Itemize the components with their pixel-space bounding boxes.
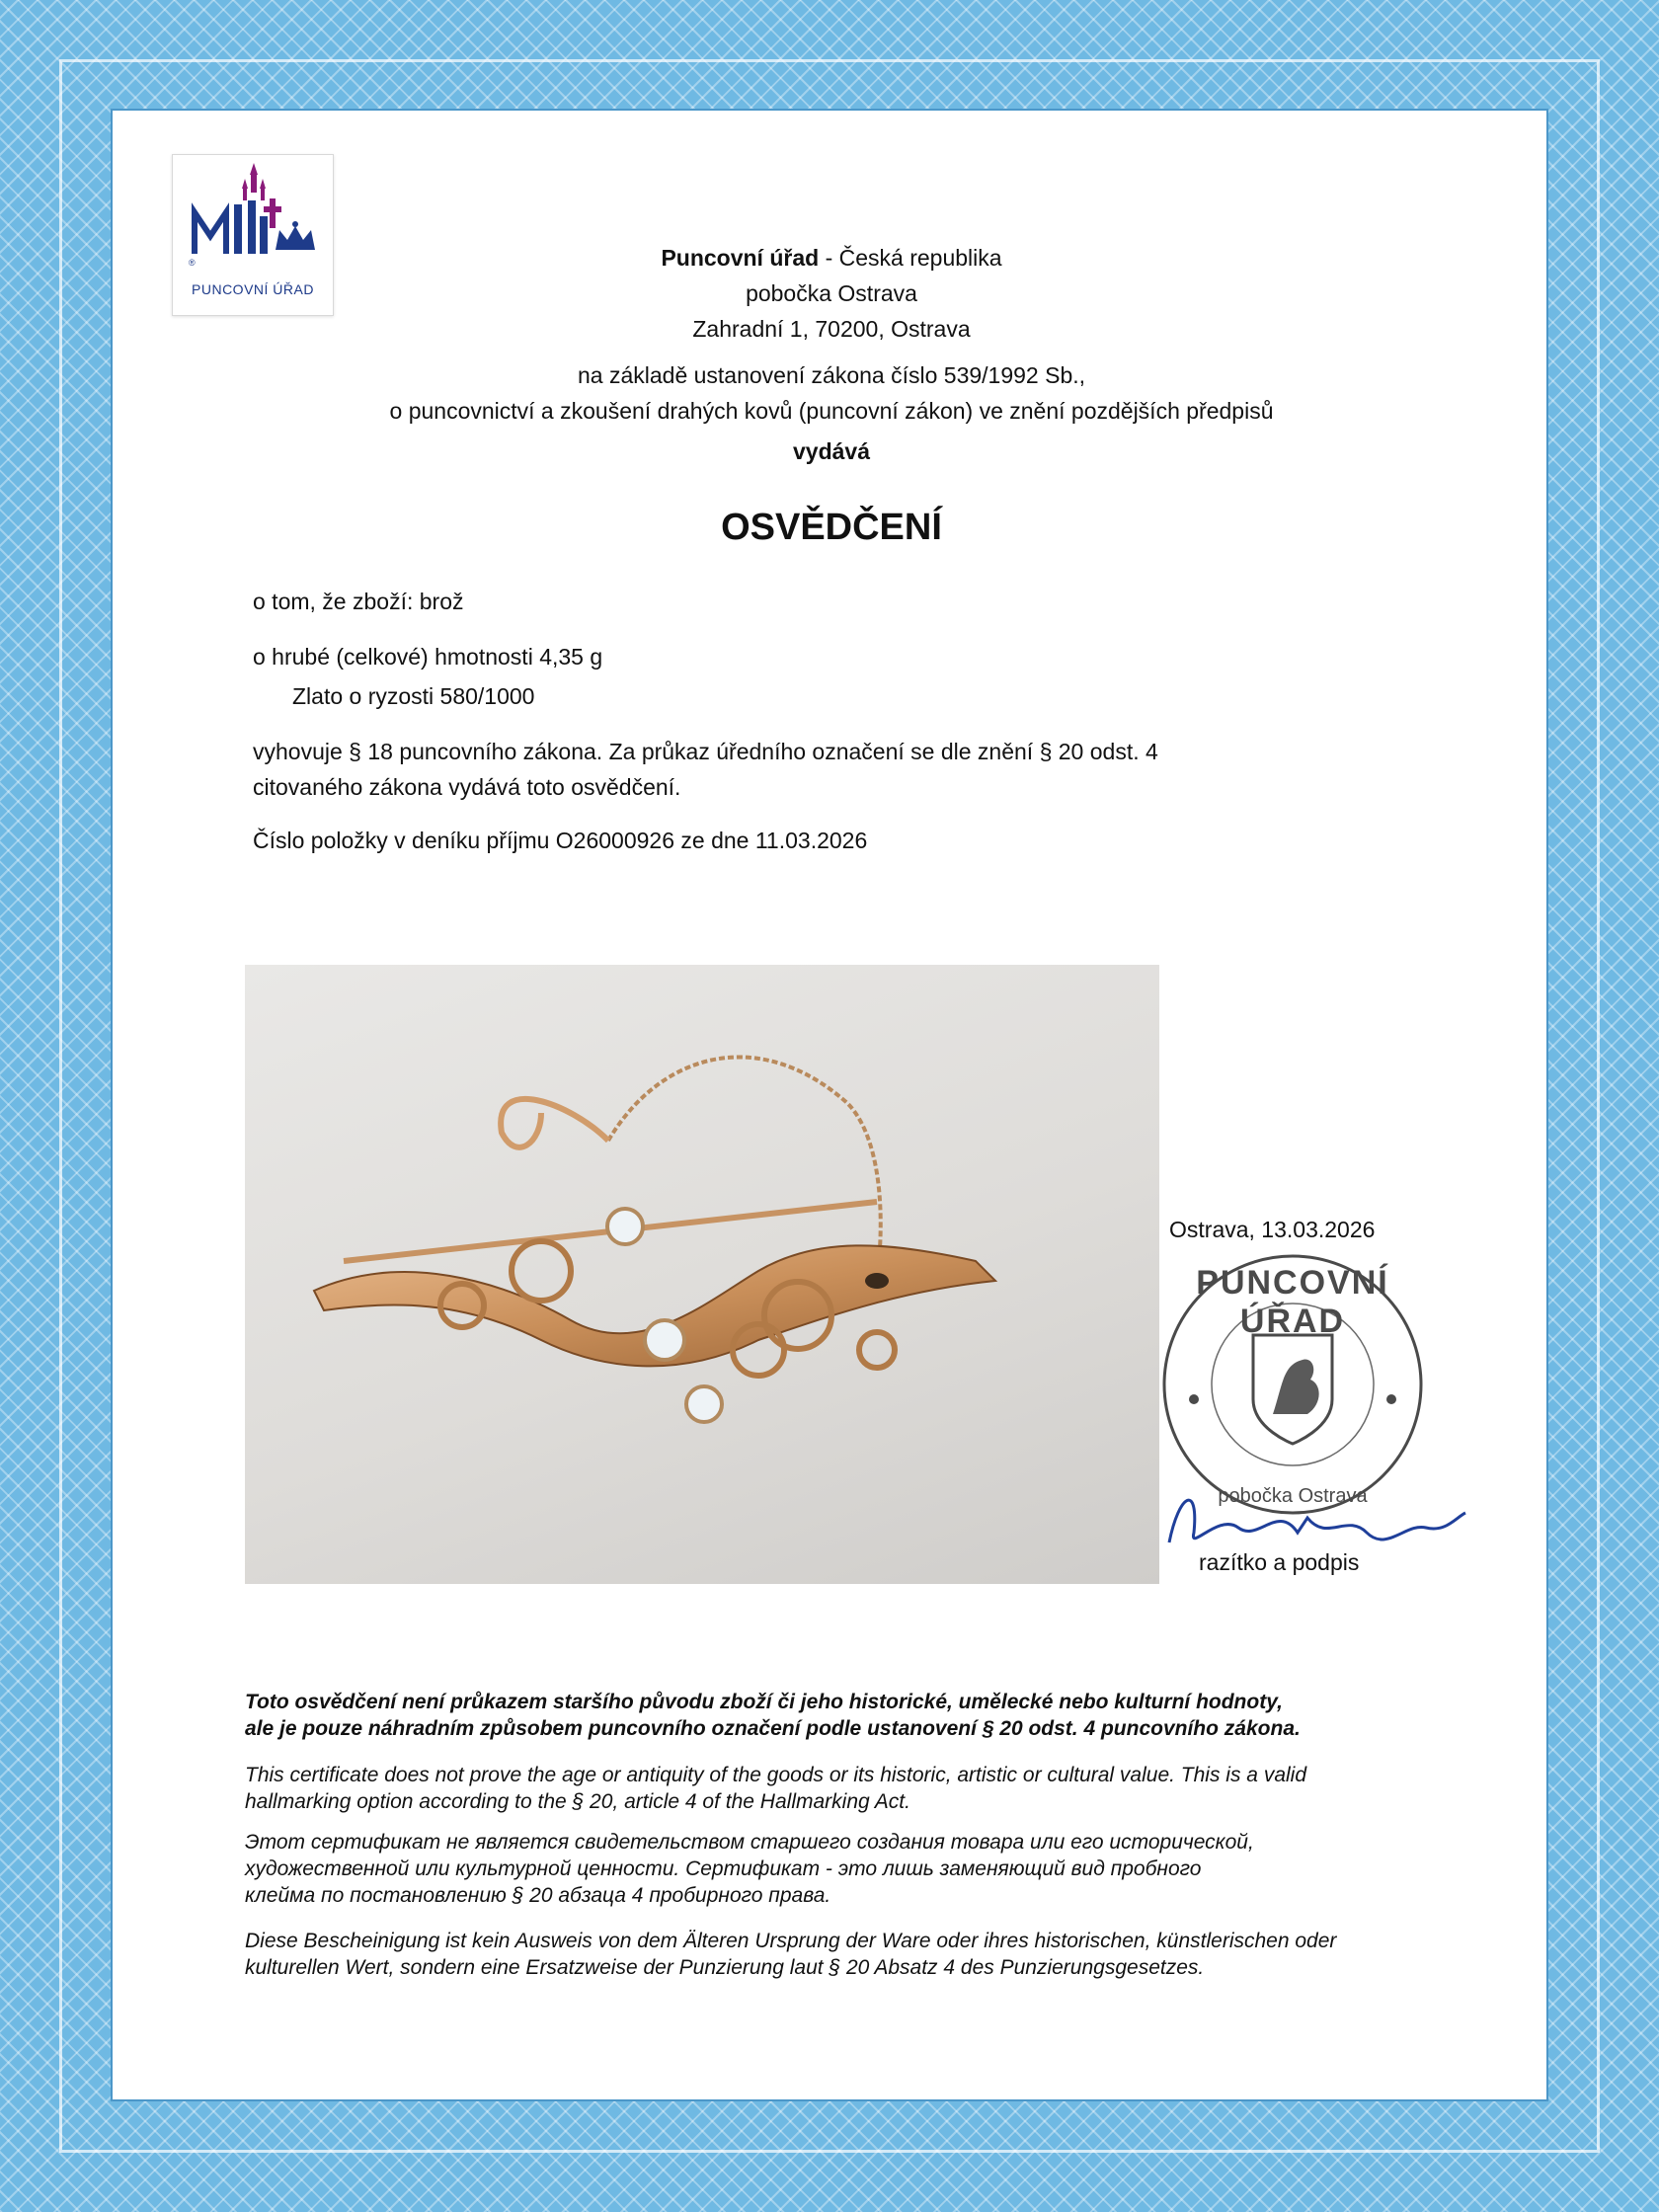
brooch-photo [245, 965, 1159, 1584]
disclaimer-german [245, 1928, 1460, 1981]
certificate-title: OSVĚDČENÍ [721, 507, 942, 548]
law-line-1: na základě ustanovení zákona číslo 539/1992 Sb., [577, 362, 1086, 388]
svg-text:®: ® [189, 258, 196, 268]
certificate-paper [111, 109, 1548, 2101]
office-name: Puncovní úřad [661, 245, 820, 271]
office-country: - Česká republika [819, 245, 1002, 271]
compliance-line-2: citovaného zákona vydává toto osvědčení. [253, 774, 681, 800]
branch-line: pobočka Ostrava [746, 280, 917, 306]
compliance-line-1: vyhovuje § 18 puncovního zákona. Za průkaz úředního označení se dle znění § 20 odst. 4 [253, 739, 1158, 764]
disclaimer-english [245, 1762, 1460, 1815]
disclaimer-ru-line1: Этот сертификат не является свидетельством старшего создания товара или его исторической, [245, 1831, 1254, 1854]
disclaimer-de-line2: kulturellen Wert, sondern eine Ersatzweise der Punzierung laut § 20 Absatz 4 des Punzierungsgesetzes. [245, 1956, 1205, 1979]
stamp-bottom-text: pobočka Ostrava [1218, 1485, 1368, 1507]
weight-line: o hrubé (celkové) hmotnosti 4,35 g [253, 644, 603, 670]
brooch-illustration [245, 965, 1159, 1584]
disclaimer-en-line1: This certificate does not prove the age or antiquity of the goods or its historic, artistic or cultural value. This is a valid [245, 1764, 1307, 1786]
disclaimer-en-line2: hallmarking option according to the § 20, article 4 of the Hallmarking Act. [245, 1790, 910, 1813]
signature-label: razítko a podpis [1199, 1549, 1360, 1575]
disclaimer-czech [245, 1689, 1460, 1742]
place-date: Ostrava, 13.03.2026 [1169, 1217, 1376, 1242]
goods-line: o tom, že zboží: brož [253, 589, 464, 614]
disclaimer-cz-line2: ale je pouze náhradním způsobem puncovního označení podle ustanovení § 20 odst. 4 puncovního zákona. [245, 1717, 1301, 1740]
address-line: Zahradní 1, 70200, Ostrava [692, 316, 971, 342]
disclaimer-ru-line3: клейма по постановлению § 20 абзаца 4 пробирного права. [245, 1884, 831, 1907]
issues-line: vydává [792, 438, 870, 464]
disclaimer-russian [245, 1829, 1460, 1909]
disclaimer-cz-line1: Toto osvědčení není průkazem staršího původu zboží či jeho historické, umělecké nebo kulturní hodnoty, [245, 1691, 1283, 1713]
disclaimer-ru-line2: художественной или культурной ценности. Сертификат - это лишь заменяющий вид пробного [245, 1857, 1202, 1880]
law-line-2: o puncovnictví a zkoušení drahých kovů (puncovní zákon) ve znění pozdějších předpisů [389, 398, 1274, 424]
fineness-line: Zlato o ryzosti 580/1000 [292, 683, 535, 709]
logo-label: PUNCOVNÍ ÚŘAD [192, 281, 314, 297]
entry-line: Číslo položky v deníku příjmu O26000926 ze dne 11.03.2026 [253, 828, 868, 853]
disclaimer-de-line1: Diese Bescheinigung ist kein Ausweis von dem Älteren Ursprung der Ware oder ihres historischen, künstlerischen oder [245, 1930, 1337, 1952]
stamp-top-text: PUNCOVNÍ ÚŘAD [1196, 1264, 1389, 1340]
office-line [113, 243, 1550, 273]
